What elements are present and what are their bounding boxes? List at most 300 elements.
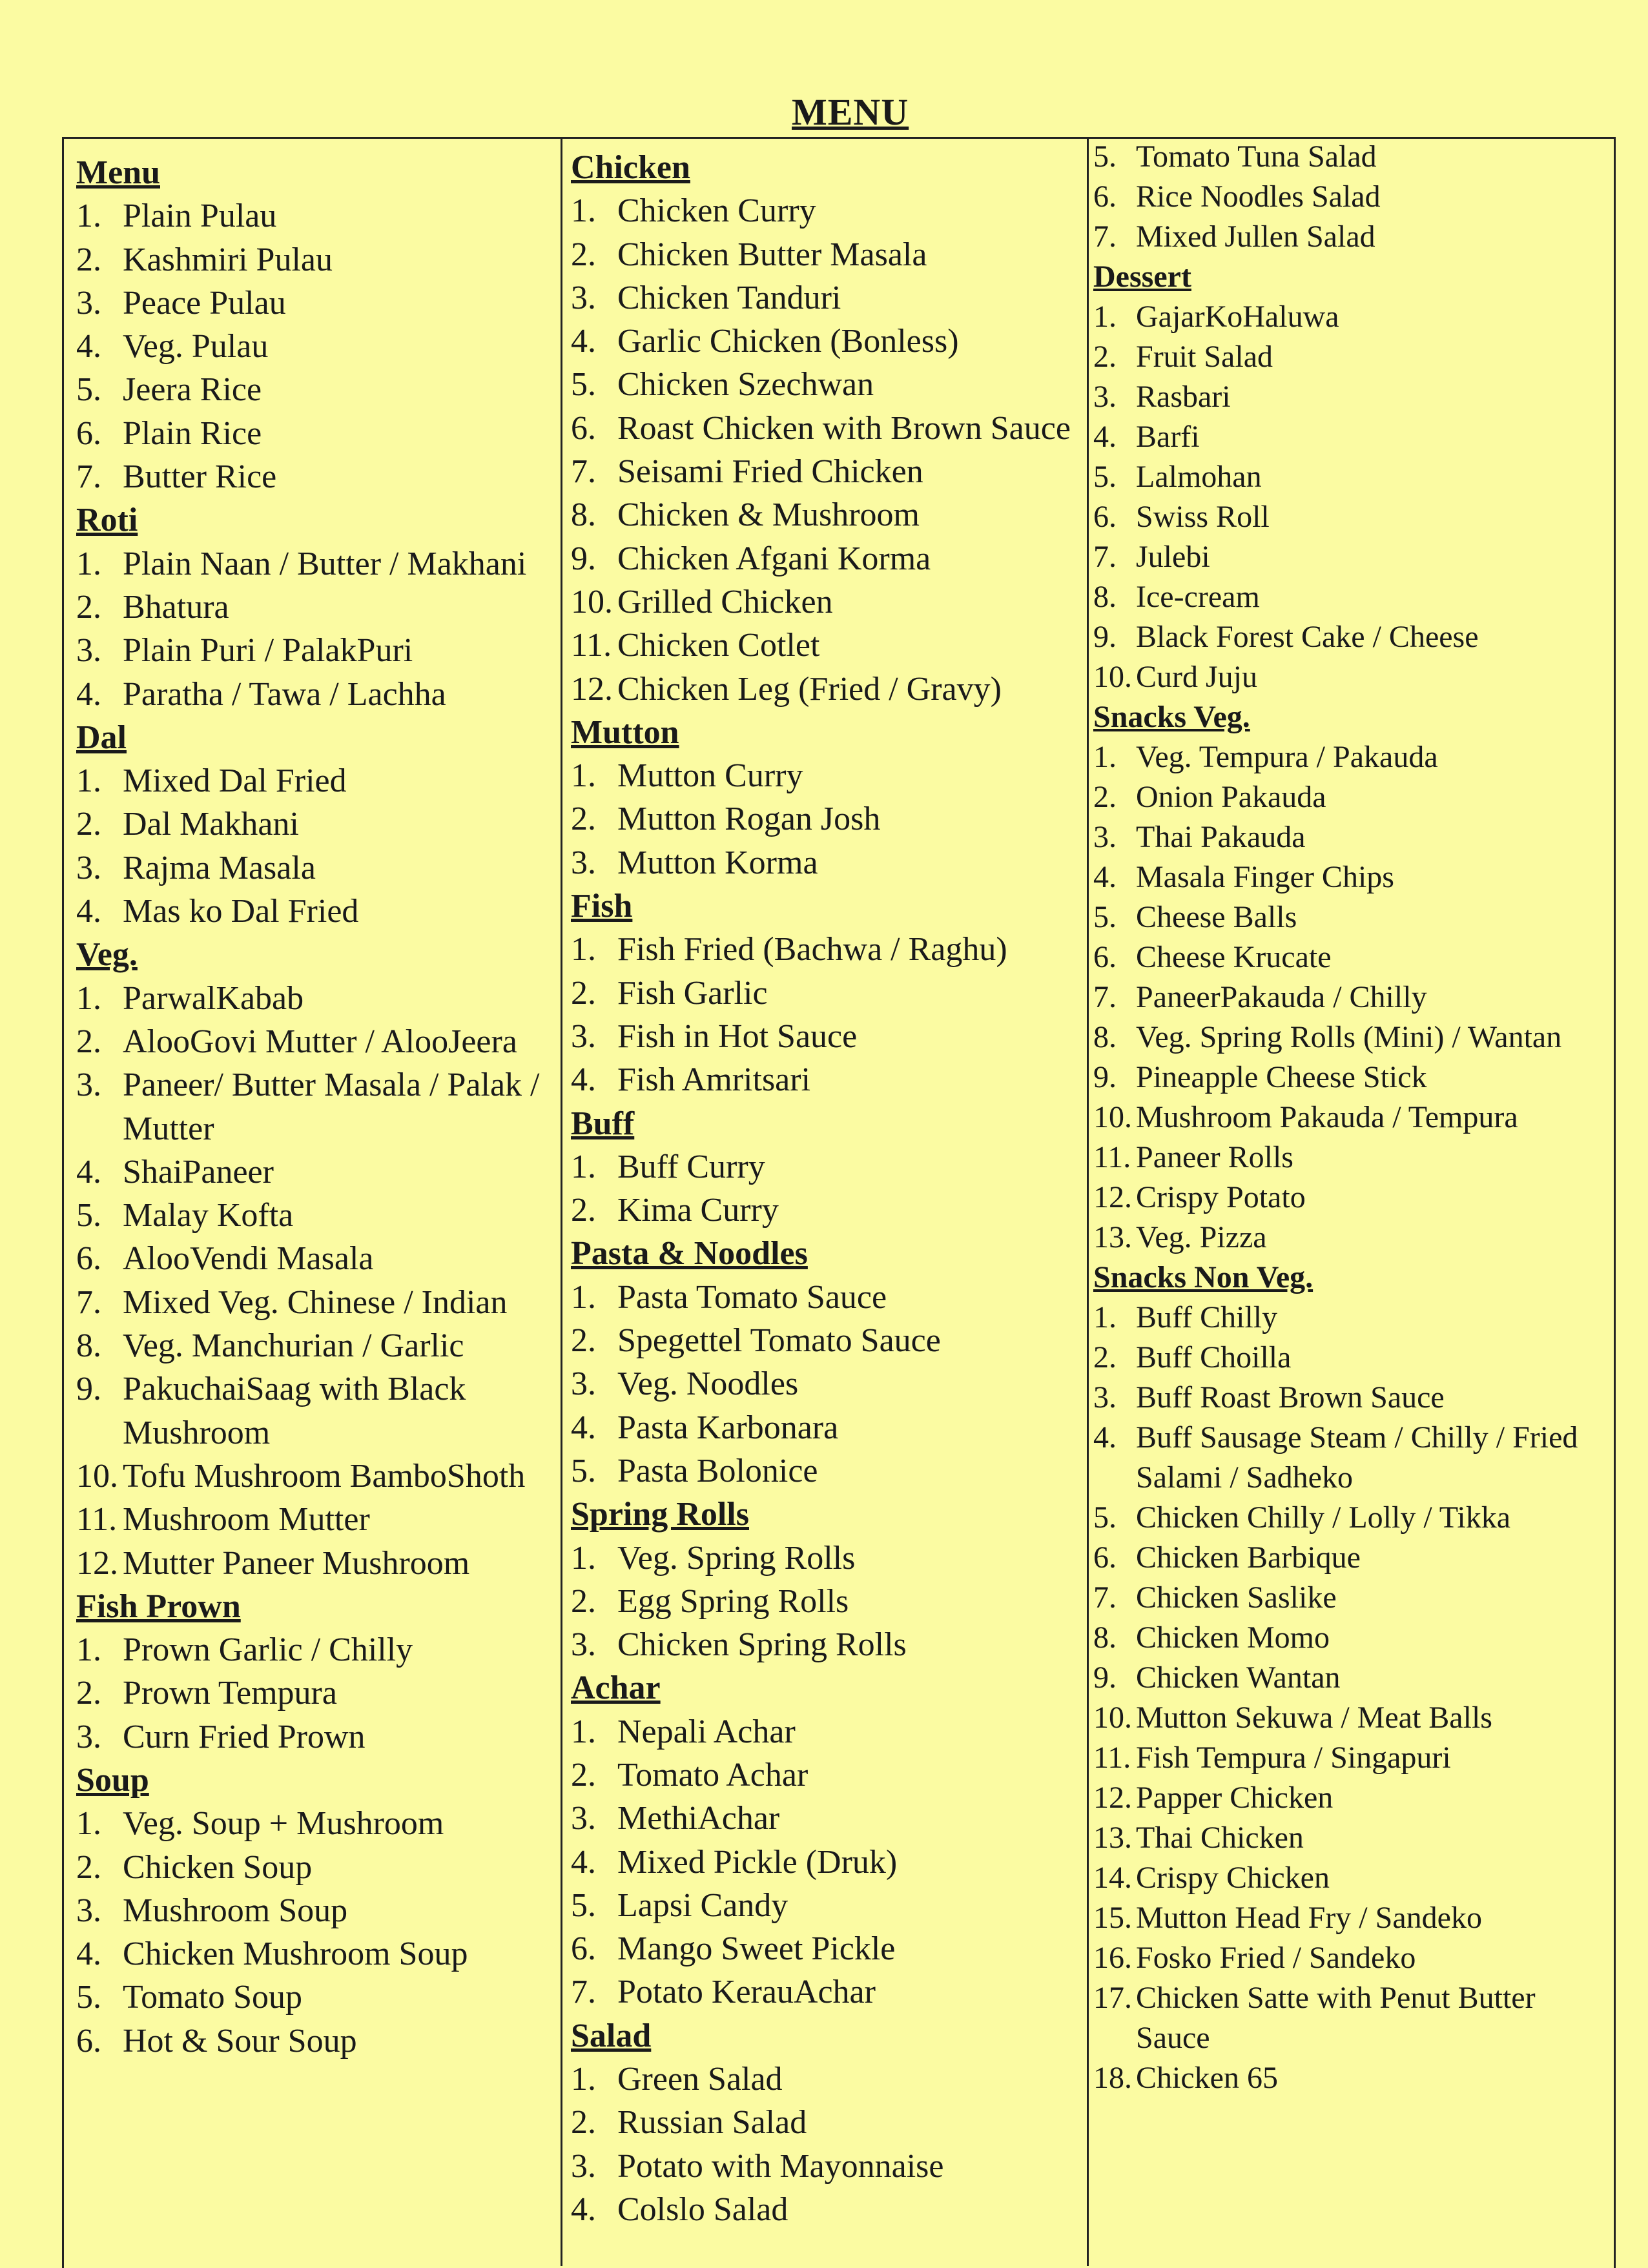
menu-item	[1093, 537, 1610, 577]
menu-item	[571, 2188, 1087, 2231]
menu-item	[571, 2101, 1087, 2144]
menu-item	[76, 1367, 554, 1455]
menu-item-number: 10.	[1093, 1100, 1132, 1134]
menu-item-number: 3.	[1093, 820, 1117, 854]
menu-item-number: 3.	[76, 849, 101, 886]
section-heading: Buff	[571, 1105, 635, 1142]
menu-item	[1093, 1098, 1610, 1138]
menu-item-name: Pasta Bolonice	[617, 1452, 818, 1489]
menu-item-name: Rasbari	[1136, 380, 1231, 414]
menu-item-number: 6.	[571, 409, 596, 447]
menu-item-name: Mutton Sekuwa / Meat Balls	[1136, 1701, 1492, 1735]
menu-item	[76, 238, 554, 281]
menu-item-number: 11.	[1093, 1140, 1131, 1174]
menu-item	[76, 1237, 554, 1280]
menu-item	[76, 455, 554, 498]
section-heading: Fish	[571, 888, 633, 925]
menu-item	[571, 537, 1087, 580]
menu-item-number: 2.	[571, 1192, 596, 1229]
section-heading: Salad	[571, 2017, 652, 2054]
menu-item-number: 2.	[76, 241, 101, 278]
menu-item-name: Colslo Salad	[617, 2191, 788, 2228]
menu-item-name: Plain Rice	[123, 414, 262, 452]
menu-item-name: Chicken Tanduri	[617, 279, 841, 316]
menu-item-name: Masala Finger Chips	[1136, 860, 1394, 894]
menu-item	[1093, 137, 1610, 177]
menu-item-number: 4.	[1093, 860, 1117, 894]
menu-item-name: Mushroom Soup	[123, 1892, 348, 1929]
menu-item-number: 7.	[571, 453, 596, 491]
menu-item-name: AlooGovi Mutter / AlooJeera	[123, 1023, 517, 1060]
menu-item-number: 3.	[76, 1718, 101, 1755]
menu-item-name: Chicken Barbique	[1136, 1540, 1361, 1575]
menu-item-name: Hot & Sour Soup	[123, 2022, 357, 2059]
menu-item-number: 17.	[1093, 1981, 1132, 2015]
menu-item-name: Buff Roast Brown Sauce	[1136, 1380, 1445, 1415]
menu-item-name: Chicken Leg (Fried / Gravy)	[617, 670, 1002, 708]
menu-item	[76, 1715, 554, 1759]
menu-item	[76, 759, 554, 802]
menu-item	[76, 1020, 554, 1063]
menu-item-name: MethiAchar	[617, 1800, 780, 1837]
menu-item-name: Crispy Potato	[1136, 1180, 1306, 1214]
menu-item	[571, 1623, 1087, 1666]
menu-item-name: Fish Tempura / Singapuri	[1136, 1741, 1451, 1775]
menu-item-number: 1.	[571, 1539, 596, 1577]
menu-item-name: Jeera Rice	[123, 371, 262, 409]
menu-column-1	[76, 137, 554, 2063]
menu-item-name: Mixed Pickle (Druk)	[617, 1843, 898, 1881]
menu-item-number: 4.	[76, 1936, 101, 1973]
menu-item	[571, 1319, 1087, 1362]
menu-item	[1093, 1498, 1610, 1538]
menu-item-number: 7.	[1093, 220, 1117, 254]
menu-item	[1093, 737, 1610, 777]
menu-item-name: Pasta Karbonara	[617, 1409, 839, 1446]
menu-item	[571, 493, 1087, 536]
menu-item	[571, 320, 1087, 363]
menu-item	[76, 1628, 554, 1671]
menu-item-name: ParwalKabab	[123, 979, 304, 1017]
menu-item-number: 3.	[571, 844, 596, 881]
menu-item	[76, 846, 554, 890]
menu-item-name: Tomato Achar	[617, 1756, 809, 1793]
menu-item	[1093, 1017, 1610, 1057]
menu-item	[571, 1058, 1087, 1101]
menu-item-number: 12.	[76, 1544, 118, 1582]
menu-item-name: Barfi	[1136, 420, 1200, 454]
menu-item	[571, 1927, 1087, 1970]
menu-item	[76, 1150, 554, 1194]
section-heading: Achar	[571, 1670, 661, 1707]
menu-item-number: 3.	[571, 1017, 596, 1055]
menu-item-number: 10.	[76, 1457, 118, 1495]
menu-item	[1093, 1938, 1610, 1978]
menu-item-name: Fish in Hot Sauce	[617, 1017, 858, 1055]
menu-item	[571, 1797, 1087, 1840]
menu-item-name: Lalmohan	[1136, 460, 1262, 494]
menu-item-name: Veg. Spring Rolls (Mini) / Wantan	[1136, 1020, 1562, 1054]
menu-item	[571, 1580, 1087, 1623]
menu-item-name: Curd Juju	[1136, 660, 1258, 694]
menu-item-name: Veg. Tempura / Pakauda	[1136, 740, 1438, 774]
menu-item-number: 4.	[1093, 420, 1117, 454]
menu-item-name: Veg. Pulau	[123, 328, 269, 365]
menu-item-number: 3.	[571, 2147, 596, 2185]
menu-item-name: Cheese Balls	[1136, 900, 1297, 934]
menu-item	[76, 1846, 554, 1889]
menu-item-number: 1.	[571, 2061, 596, 2098]
menu-item-name: Buff Chilly	[1136, 1300, 1278, 1334]
menu-item-number: 3.	[76, 1067, 101, 1104]
menu-item	[571, 1362, 1087, 1405]
menu-item	[1093, 1298, 1610, 1338]
menu-item	[571, 276, 1087, 320]
menu-item-name: PaneerPakauda / Chilly	[1136, 980, 1427, 1014]
menu-item-name: Mushroom Pakauda / Tempura	[1136, 1100, 1518, 1134]
menu-item-number: 11.	[1093, 1741, 1131, 1775]
menu-item-name: Buff Sausage Steam / Chilly / Fried Salami / Sadheko	[1136, 1420, 1578, 1495]
menu-item-number: 11.	[571, 627, 612, 664]
menu-item	[76, 325, 554, 368]
menu-item-number: 7.	[1093, 540, 1117, 574]
menu-item-number: 6.	[76, 414, 101, 452]
menu-item-name: Veg. Spring Rolls	[617, 1539, 856, 1577]
menu-item-number: 9.	[571, 540, 596, 577]
menu-item	[571, 450, 1087, 493]
menu-item	[76, 1671, 554, 1715]
menu-item	[76, 412, 554, 455]
menu-item	[571, 1189, 1087, 1232]
menu-item-number: 1.	[1093, 300, 1117, 334]
menu-item-number: 6.	[1093, 1540, 1117, 1575]
menu-item-name: Chicken Soup	[123, 1848, 313, 1886]
menu-item	[1093, 2058, 1610, 2098]
menu-item	[1093, 1538, 1610, 1578]
menu-item	[1093, 1978, 1610, 2058]
menu-item	[1093, 1057, 1610, 1098]
menu-item-number: 5.	[76, 1197, 101, 1234]
menu-item-name: Mixed Dal Fried	[123, 762, 347, 800]
menu-item-name: Fish Amritsari	[617, 1061, 811, 1099]
section-heading: Spring Rolls	[571, 1496, 749, 1533]
menu-item-name: Pineapple Cheese Stick	[1136, 1060, 1427, 1094]
menu-item-name: Veg. Manchurian / Garlic	[123, 1327, 464, 1365]
menu-item	[571, 928, 1087, 971]
section-heading: Mutton	[571, 713, 679, 751]
menu-item	[1093, 1338, 1610, 1378]
column-divider	[561, 137, 562, 2266]
menu-item-number: 2.	[571, 1756, 596, 1793]
menu-item	[1093, 1178, 1610, 1218]
menu-item-number: 5.	[76, 371, 101, 409]
menu-item	[1093, 1138, 1610, 1178]
menu-item	[1093, 1858, 1610, 1898]
menu-item	[76, 1932, 554, 1976]
menu-item-name: Seisami Fried Chicken	[617, 453, 923, 491]
menu-item	[76, 281, 554, 325]
menu-item-number: 6.	[1093, 179, 1117, 214]
section-heading: Dessert	[1093, 260, 1191, 294]
menu-item	[76, 1542, 554, 1585]
menu-item	[571, 2145, 1087, 2188]
menu-item-number: 3.	[571, 1365, 596, 1403]
menu-item-name: Bhatura	[123, 588, 229, 626]
menu-item-number: 11.	[76, 1501, 118, 1538]
menu-item-number: 4.	[571, 2191, 596, 2228]
menu-item-number: 2.	[76, 1675, 101, 1712]
menu-item-name: Garlic Chicken (Bonless)	[617, 323, 959, 360]
menu-item-name: Crispy Chicken	[1136, 1861, 1330, 1895]
menu-item-name: Rajma Masala	[123, 849, 316, 886]
menu-item	[76, 2019, 554, 2063]
menu-item	[571, 624, 1087, 667]
menu-item	[76, 1324, 554, 1367]
menu-item-number: 4.	[571, 1409, 596, 1446]
menu-item-number: 9.	[1093, 1660, 1117, 1695]
menu-item-name: Green Salad	[617, 2061, 783, 2098]
menu-item	[571, 1884, 1087, 1927]
menu-item-number: 2.	[76, 806, 101, 843]
menu-item-number: 1.	[571, 1713, 596, 1750]
menu-item-name: Chicken Afgani Korma	[617, 540, 931, 577]
menu-item-number: 1.	[1093, 740, 1117, 774]
menu-item	[571, 580, 1087, 624]
menu-item	[1093, 217, 1610, 257]
menu-item-number: 4.	[571, 1061, 596, 1099]
menu-item-name: Veg. Noodles	[617, 1365, 799, 1403]
menu-item-name: Black Forest Cake / Cheese	[1136, 620, 1479, 654]
menu-item	[571, 1710, 1087, 1753]
menu-item	[571, 363, 1087, 406]
menu-item	[1093, 1658, 1610, 1698]
menu-item-number: 1.	[571, 1148, 596, 1185]
menu-item-name: Buff Choilla	[1136, 1340, 1292, 1374]
menu-item-number: 2.	[1093, 340, 1117, 374]
menu-item-number: 8.	[1093, 1020, 1117, 1054]
menu-item	[1093, 1778, 1610, 1818]
menu-item	[76, 194, 554, 238]
menu-item-number: 1.	[76, 198, 101, 235]
menu-item-name: Spegettel Tomato Sauce	[617, 1322, 941, 1360]
menu-item-name: Chicken Mushroom Soup	[123, 1936, 468, 1973]
menu-item-number: 3.	[76, 632, 101, 669]
menu-item-number: 5.	[1093, 900, 1117, 934]
menu-item-number: 9.	[1093, 1060, 1117, 1094]
menu-item-number: 1.	[76, 979, 101, 1017]
menu-item	[571, 1753, 1087, 1797]
menu-item-name: Malay Kofta	[123, 1197, 294, 1234]
menu-item-number: 4.	[76, 893, 101, 930]
menu-item	[76, 1498, 554, 1541]
menu-item	[1093, 1738, 1610, 1778]
menu-item-name: Chicken Saslike	[1136, 1580, 1337, 1615]
section-heading: Veg.	[76, 936, 138, 974]
menu-item-name: Russian Salad	[617, 2104, 807, 2141]
menu-item-name: Cheese Krucate	[1136, 940, 1332, 974]
menu-item-number: 15.	[1093, 1901, 1132, 1935]
menu-item-number: 7.	[76, 458, 101, 496]
menu-item-name: Prown Garlic / Chilly	[123, 1631, 413, 1669]
menu-item-name: Peace Pulau	[123, 284, 286, 322]
menu-item-number: 5.	[1093, 1500, 1117, 1535]
menu-item-number: 18.	[1093, 2061, 1132, 2095]
menu-item-number: 7.	[1093, 980, 1117, 1014]
menu-item-name: Veg. Pizza	[1136, 1220, 1267, 1254]
menu-item-name: AlooVendi Masala	[123, 1240, 374, 1278]
menu-item-name: Chicken Momo	[1136, 1620, 1330, 1655]
menu-item-name: Chicken Butter Masala	[617, 236, 927, 273]
menu-item-name: Thai Chicken	[1136, 1821, 1304, 1855]
menu-item-number: 12.	[1093, 1781, 1132, 1815]
menu-item-name: Chicken Cotlet	[617, 627, 820, 664]
menu-item-name: Fruit Salad	[1136, 340, 1273, 374]
menu-item-name: Chicken 65	[1136, 2061, 1278, 2095]
page-title: MENU	[792, 91, 909, 133]
menu-item	[1093, 857, 1610, 897]
menu-item-name: Mas ko Dal Fried	[123, 893, 359, 930]
menu-item-name: Nepali Achar	[617, 1713, 796, 1750]
menu-item-number: 1.	[1093, 1300, 1117, 1334]
menu-item-name: Mutton Head Fry / Sandeko	[1136, 1901, 1482, 1935]
menu-item	[571, 1406, 1087, 1449]
menu-item-name: Veg. Soup + Mushroom	[123, 1805, 444, 1843]
menu-item	[76, 1194, 554, 1237]
menu-item	[571, 1145, 1087, 1189]
menu-item-name: Lapsi Candy	[617, 1886, 788, 1924]
menu-item	[76, 542, 554, 586]
menu-item-name: Fish Fried (Bachwa / Raghu)	[617, 931, 1007, 968]
section-heading: Soup	[76, 1761, 149, 1799]
menu-item-number: 1.	[76, 545, 101, 582]
menu-item-name: Mutton Rogan Josh	[617, 801, 881, 838]
menu-item-number: 1.	[571, 931, 596, 968]
menu-column-3	[1093, 137, 1610, 2098]
menu-item-name: Paratha / Tawa / Lachha	[123, 675, 446, 713]
menu-item-number: 13.	[1093, 1220, 1132, 1254]
menu-item	[1093, 977, 1610, 1017]
menu-item	[76, 673, 554, 716]
menu-item-name: Plain Pulau	[123, 198, 277, 235]
menu-item-number: 2.	[571, 801, 596, 838]
menu-item-number: 5.	[571, 366, 596, 404]
section-heading: Roti	[76, 502, 138, 539]
menu-item-number: 1.	[76, 1805, 101, 1843]
menu-item	[571, 1537, 1087, 1580]
menu-item-name: Dal Makhani	[123, 806, 299, 843]
menu-item-name: Chicken Curry	[617, 192, 816, 230]
menu-item	[76, 586, 554, 629]
menu-item	[76, 629, 554, 672]
menu-item-number: 1.	[571, 1278, 596, 1316]
menu-item-name: Chicken Szechwan	[617, 366, 874, 404]
menu-item-number: 1.	[571, 192, 596, 230]
menu-item-number: 6.	[76, 1240, 101, 1278]
menu-item	[76, 1802, 554, 1845]
menu-item-name: Mixed Jullen Salad	[1136, 220, 1375, 254]
menu-item	[1093, 1898, 1610, 1938]
menu-item-name: Mutton Curry	[617, 757, 803, 795]
menu-item	[1093, 577, 1610, 617]
menu-item-number: 12.	[1093, 1180, 1132, 1214]
menu-item-number: 8.	[571, 496, 596, 534]
menu-item-number: 10.	[571, 583, 613, 620]
menu-item	[1093, 417, 1610, 457]
menu-item-name: Mango Sweet Pickle	[617, 1930, 896, 1968]
menu-item-number: 3.	[1093, 380, 1117, 414]
menu-item	[1093, 297, 1610, 337]
menu-item	[1093, 777, 1610, 817]
menu-item-number: 10.	[1093, 1701, 1132, 1735]
menu-item	[571, 972, 1087, 1015]
menu-item-name: GajarKoHaluwa	[1136, 300, 1339, 334]
section-heading: Pasta & Noodles	[571, 1235, 808, 1272]
menu-item-number: 8.	[1093, 1620, 1117, 1655]
menu-item-name: Paneer Rolls	[1136, 1140, 1293, 1174]
menu-item-number: 5.	[76, 1979, 101, 2016]
menu-item-number: 1.	[76, 762, 101, 800]
menu-item	[1093, 377, 1610, 417]
menu-item-number: 3.	[571, 1626, 596, 1664]
menu-item-number: 2.	[76, 1023, 101, 1060]
menu-item-number: 4.	[571, 1843, 596, 1881]
menu-item	[571, 1276, 1087, 1319]
menu-item-name: Butter Rice	[123, 458, 277, 496]
menu-item	[76, 1281, 554, 1324]
menu-item-number: 6.	[1093, 940, 1117, 974]
menu-item-name: Onion Pakauda	[1136, 780, 1326, 814]
section-heading: Dal	[76, 719, 127, 756]
menu-item-number: 4.	[76, 1153, 101, 1190]
menu-item	[571, 407, 1087, 450]
menu-item-number: 2.	[1093, 780, 1117, 814]
menu-item-number: 7.	[76, 1283, 101, 1321]
menu-item	[571, 189, 1087, 232]
menu-item	[1093, 1818, 1610, 1858]
menu-item	[76, 368, 554, 411]
menu-item-name: Fish Garlic	[617, 974, 768, 1012]
menu-item-name: Mutter Paneer Mushroom	[123, 1544, 470, 1582]
menu-item-number: 2.	[571, 2104, 596, 2141]
menu-item-number: 2.	[76, 588, 101, 626]
menu-item-name: Chicken Wantan	[1136, 1660, 1341, 1695]
menu-item	[1093, 1418, 1610, 1498]
menu-item	[76, 1063, 554, 1150]
menu-item-name: Papper Chicken	[1136, 1781, 1334, 1815]
menu-item-number: 2.	[1093, 1340, 1117, 1374]
menu-item	[571, 797, 1087, 841]
menu-item-name: Roast Chicken with Brown Sauce	[617, 409, 1071, 447]
menu-item-number: 5.	[1093, 139, 1117, 174]
menu-item	[1093, 457, 1610, 497]
menu-item-number: 3.	[571, 279, 596, 316]
menu-item-name: Potato with Mayonnaise	[617, 2147, 944, 2185]
menu-item-number: 3.	[76, 284, 101, 322]
menu-item-number: 3.	[571, 1800, 596, 1837]
menu-item	[571, 1841, 1087, 1884]
menu-item-number: 9.	[76, 1371, 101, 1408]
menu-item-name: Swiss Roll	[1136, 500, 1270, 534]
menu-item-name: PakuchaiSaag with Black Mushroom	[123, 1371, 466, 1451]
menu-item-number: 6.	[76, 2022, 101, 2059]
menu-item	[1093, 337, 1610, 377]
menu-item-name: Prown Tempura	[123, 1675, 337, 1712]
menu-item	[571, 1449, 1087, 1493]
section-heading: Fish Prown	[76, 1588, 241, 1625]
menu-item	[1093, 1698, 1610, 1738]
menu-item	[1093, 657, 1610, 697]
menu-item	[1093, 1378, 1610, 1418]
